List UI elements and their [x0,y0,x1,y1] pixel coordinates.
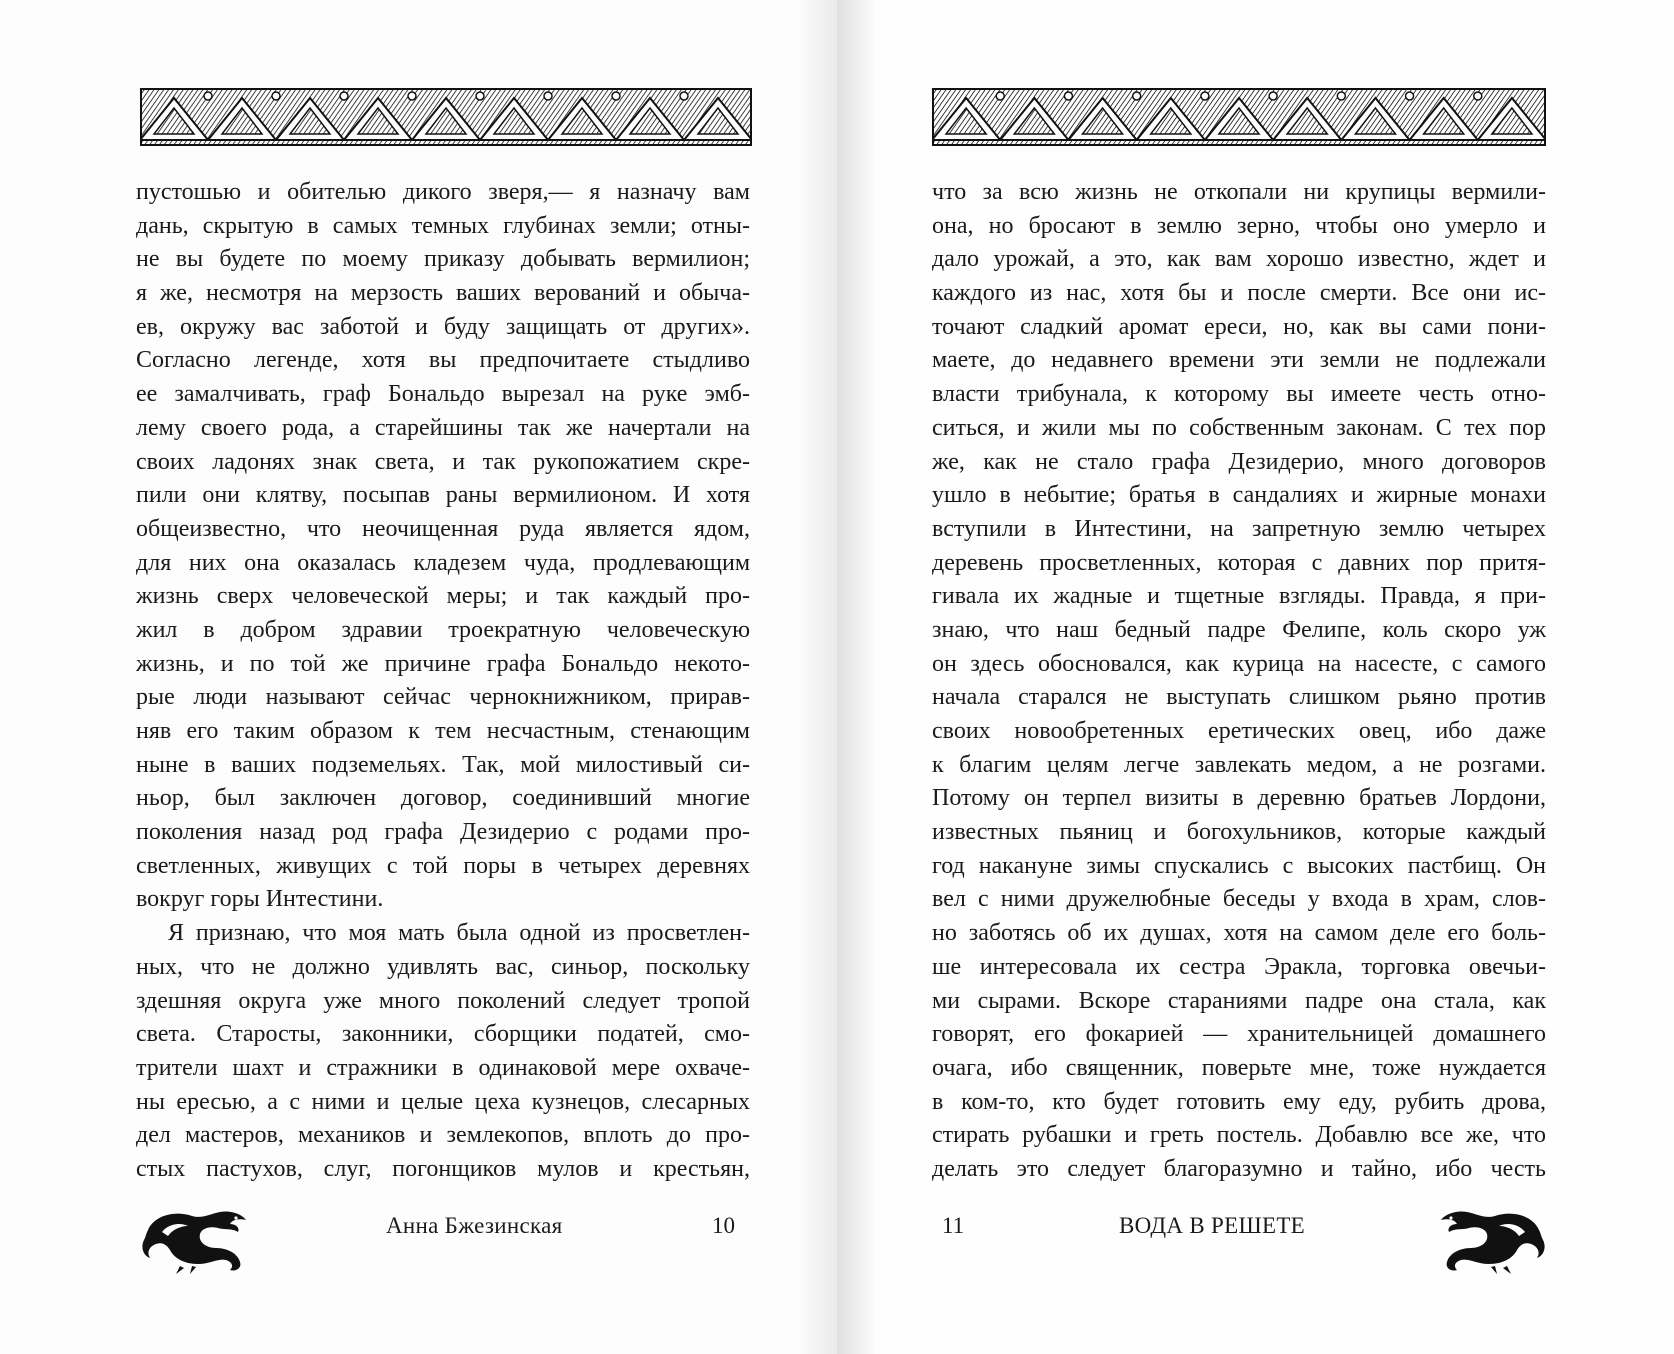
ornamental-border-icon [932,88,1546,146]
text-line: ше интересовала их сестра Эракла, торговка овечьи- [932,953,1546,980]
text-line: гивала их жадные и тщетные взгляды. Правда, я при- [932,583,1546,610]
text-line: делать это следует благоразумно и тайно, ибо честь [932,1155,1546,1182]
text-line: маете, до недавнего времени эти земли не подлежали [932,347,1546,374]
text-line: в ком-то, кто будет готовить ему еду, рубить дрова, [932,1088,1546,1115]
text-line: деревень просветленных, которая с давних пор притя- [932,549,1546,576]
text-line: пили они клятву, посыпав раны вермилионом. И хотя [136,482,750,509]
text-line: трители шахт и стражники в одинаковой мере охваче- [136,1054,750,1081]
text-line: лему своего рода, а старейшины так же начертали на [136,414,750,441]
text-line: к благим целям легче завлекать медом, а не розгами. [932,751,1546,778]
text-line: вступили в Интестини, на запретную землю четырех [932,515,1546,542]
text-line: стых пастухов, слуг, погонщиков мулов и крестьян, [136,1155,750,1182]
text-line: стирать рубашки и греть постель. Добавлю все же, что [932,1122,1546,1149]
text-line: жизнь, и по той же причине графа Бональдо некото- [136,650,750,677]
text-line: дел мастеров, механиков и землекопов, вплоть до про- [136,1122,750,1149]
text-line: пустошью и обителью дикого зверя,— я назначу вам [136,179,750,205]
text-line: ситься, и жили мы по собственным законам. С тех пор [932,414,1546,441]
text-line: каждого из нас, хотя бы и после смерти. Все они ис- [932,280,1546,307]
text-line: известных пьяниц и богохульников, которые каждый [932,819,1546,846]
text-line: здешняя округа уже много поколений следует тропой [136,987,750,1014]
text-line: знаю, что наш бедный падре Фелипе, коль скоро уж [932,616,1546,643]
text-line: ныне в ваших подземельях. Так, мой милостивый си- [136,751,750,778]
text-line: она, но бросают в землю зерно, чтобы оно умерло и [932,212,1546,239]
text-line: светленных, живущих с той поры в четырех деревнях [136,852,750,879]
text-line: няв его таким образом к тем несчастным, стенающим [136,718,750,744]
text-line: ньор, был заключен договор, соединивший многие [136,785,750,812]
text-line: Потому он терпел визиты в деревню братьев Лордони, [932,785,1546,812]
text-line: говорят, его фокарией — хранительницей домашнего [932,1021,1546,1048]
text-line: поколения назад род графа Дезидерио с родами про- [136,819,750,846]
text-line: ее замалчивать, граф Бональдо вырезал на руке эмб- [136,381,750,408]
body-text [136,176,750,1187]
text-line: Я признаю, что моя мать была одной из просветлен- [168,920,750,947]
text-line: жизнь сверх человеческой меры; и так каждый про- [136,583,750,610]
text-line: ми сырами. Вскоре стараниями падре она стала, как [932,987,1546,1014]
text-line: но заботясь об их душах, хотя на самом деле его боль- [932,920,1546,947]
text-line: ных, что не должно удивлять вас, синьор, поскольку [136,953,750,980]
text-line: точают сладкий аромат ереси, но, как вы сами пони- [932,313,1546,340]
text-line: власти трибунала, к которому вы имеете честь отно- [932,381,1546,408]
text-line: год накануне зимы спускались с высоких пастбищ. Он [932,852,1546,879]
text-line: рые люди называют сейчас чернокнижником, прирав- [136,684,750,711]
gutter-shadow [837,0,877,1354]
text-line: дань, скрытую в самых темных глубинах земли; отны- [136,212,750,239]
gutter-shadow [797,0,837,1354]
text-line: Согласно легенде, хотя вы предпочитаете стыдливо [136,347,750,374]
text-line: ев, окружу вас заботой и буду защищать от других». [136,313,750,340]
text-line: ны ересью, а с ними и целые цеха кузнецов, слесарных [136,1088,750,1115]
text-line: вел с ними дружелюбные беседы у входа в храм, слов- [932,886,1546,913]
author-name: Анна Бжезинская [386,1213,563,1238]
text-line: я же, несмотря на мерзость ваших верований и обыча- [136,280,750,307]
text-line: для них она оказалась кладезем чуда, продлевающим [136,549,750,576]
body-text [932,176,1546,1187]
text-line: же, как не стало графа Дезидерио, много договоров [932,448,1546,475]
text-line: ушло в небытие; братья в сандалиях и жирные монахи [932,482,1546,509]
text-line: вокруг горы Интестини. [136,886,384,913]
text-line: света. Старосты, законники, сборщики податей, смо- [136,1021,750,1048]
ornamental-border-icon [140,88,752,146]
running-head: ВОДА В РЕШЕТЕ [1119,1213,1306,1238]
page-number: 11 [942,1213,965,1238]
text-line: общеизвестно, что неочищенная руда является ядом, [136,515,750,542]
right-page [837,0,1674,1354]
text-line: не вы будете по моему приказу добывать вермилион; [136,246,750,273]
text-line: что за всю жизнь не откопали ни крупицы вермили- [932,179,1546,205]
text-line: жил в добром здравии троекратную человеческую [136,616,750,643]
text-line: очага, ибо священник, поверьте мне, тоже нуждается [932,1054,1546,1081]
text-line: своих ладонях знак света, и так рукопожатием скре- [136,448,750,475]
page-number: 10 [712,1213,735,1238]
text-line: дало урожай, а это, как вам хорошо известно, ждет и [932,246,1546,273]
text-line: начала старался не выступать слишком рьяно против [932,684,1546,711]
text-line: он здесь обосновался, как курица на насесте, с самого [932,650,1546,677]
text-line: своих новообретенных еретических овец, ибо даже [932,718,1546,744]
